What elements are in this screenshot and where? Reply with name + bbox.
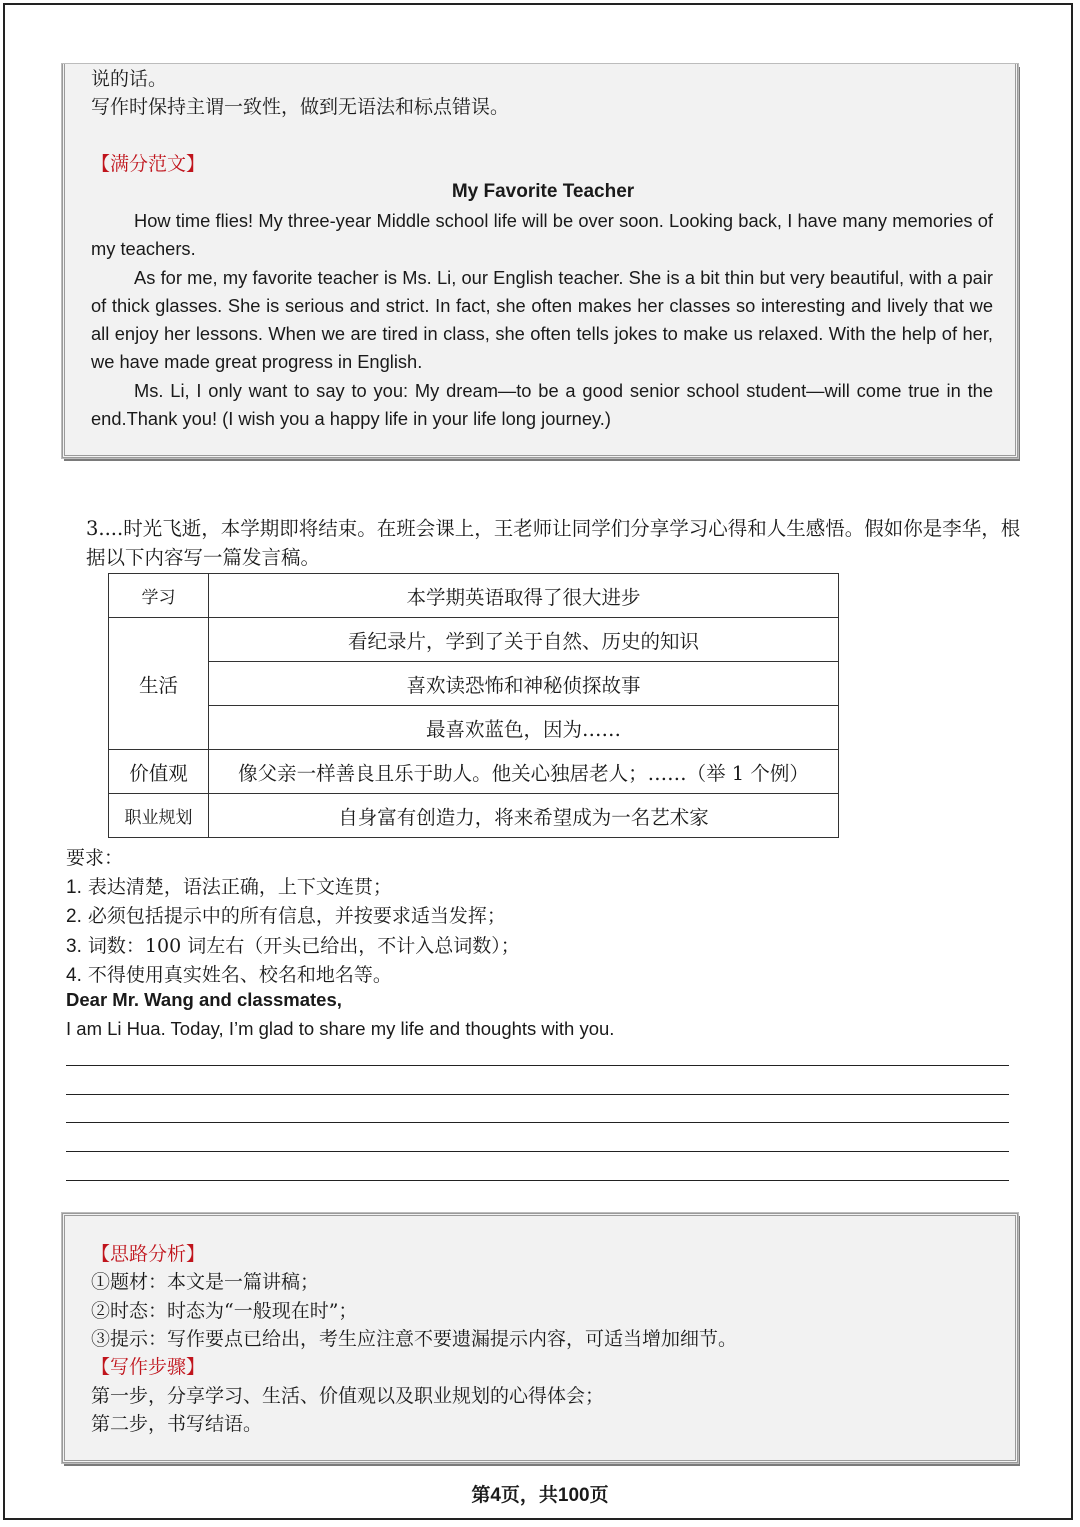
- table-row: [109, 618, 839, 662]
- requirement-item: [66, 873, 520, 903]
- answer-line[interactable]: [66, 1122, 1009, 1123]
- life-item-1: 看纪录片，学到了关于自然、历史的知识: [209, 618, 839, 662]
- essay-paragraph-3: Ms. Li, I only want to say to you: My dream—to be a good senior school student—will come true in the end.Thank you! (I wish you a happy life in your life long journey.): [91, 379, 993, 430]
- prompt-table: [108, 573, 839, 838]
- study-label: 学习: [109, 574, 209, 618]
- table-row: [109, 662, 839, 706]
- answer-line[interactable]: [66, 1094, 1009, 1095]
- requirement-number: 1.: [66, 876, 82, 898]
- requirement-text: 词数：100 词左右（开头已给出，不计入总词数）；: [87, 934, 520, 957]
- answer-line[interactable]: [66, 1151, 1009, 1152]
- analysis-item-2: ②时态：时态为“一般现在时”；: [91, 1300, 358, 1322]
- opening-sentence: I am Li Hua. Today, I’m glad to share my life and thoughts with you.: [66, 1017, 615, 1039]
- tips-line-1: 说的话。: [91, 68, 168, 90]
- requirement-number: 3.: [66, 935, 82, 957]
- essay-body: [91, 207, 993, 433]
- requirement-text: 表达清楚，语法正确，上下文连贯；: [87, 875, 392, 898]
- life-item-3: 最喜欢蓝色，因为……: [209, 706, 839, 750]
- career-label: 职业规划: [109, 794, 209, 838]
- essay-title: My Favorite Teacher: [451, 181, 635, 202]
- requirement-text: 不得使用真实姓名、校名和地名等。: [87, 964, 392, 986]
- model-essay-box: [62, 64, 1018, 458]
- step-2: 第二步，书写结语。: [91, 1413, 263, 1435]
- step-1: 第一步，分享学习、生活、价值观以及职业规划的心得体会；: [91, 1385, 605, 1407]
- steps-heading: 【写作步骤】: [91, 1356, 206, 1378]
- study-content: 本学期英语取得了很大进步: [209, 574, 839, 618]
- analysis-box: [62, 1213, 1018, 1463]
- table-row: [109, 794, 839, 838]
- requirement-text: 必须包括提示中的所有信息，并按要求适当发挥；: [87, 905, 506, 927]
- requirement-number: 4.: [66, 965, 82, 986]
- table-row: [109, 574, 839, 618]
- requirements: [66, 844, 520, 991]
- analysis-item-3: ③提示：写作要点已给出，考生应注意不要遗漏提示内容，可适当增加细节。: [91, 1328, 738, 1350]
- requirements-label: 要求：: [66, 847, 124, 869]
- requirement-item: [66, 902, 520, 932]
- analysis-item-1: ①题材：本文是一篇讲稿；: [91, 1271, 320, 1293]
- question-3-prompt: 3....时光飞逝，本学期即将结束。在班会课上，王老师让同学们分享学习心得和人生感悟。假如你是李华，根据以下内容写一篇发言稿。: [86, 517, 1021, 569]
- values-label: 价值观: [109, 750, 209, 794]
- model-essay-heading: 【满分范文】: [91, 153, 206, 175]
- analysis-heading: 【思路分析】: [91, 1243, 206, 1265]
- requirement-item: [66, 932, 520, 962]
- page-number: 第4页，共100页: [471, 1485, 609, 1506]
- answer-line[interactable]: [66, 1180, 1009, 1181]
- career-content: 自身富有创造力，将来希望成为一名艺术家: [209, 794, 839, 838]
- table-row: [109, 706, 839, 750]
- requirement-number: 2.: [66, 906, 82, 927]
- tips-line-2: 写作时保持主谓一致性，做到无语法和标点错误。: [91, 96, 510, 118]
- values-content: 像父亲一样善良且乐于助人。他关心独居老人；……（举 1 个例）: [209, 750, 839, 794]
- life-label: 生活: [109, 618, 209, 750]
- table-row: [109, 750, 839, 794]
- salutation: Dear Mr. Wang and classmates,: [66, 989, 342, 1010]
- essay-paragraph-2: As for me, my favorite teacher is Ms. Li, our English teacher. She is a bit thin but very beautiful, with a pair of thick glasses. She is serious and strict. In fact, she often makes her classes so interesting and lively that we all enjoy her lessons. When we are tired in class, she often tells jokes to make us relaxed. With the help of her, we have made great progress in English.: [91, 266, 993, 373]
- essay-paragraph-1: How time flies! My three-year Middle school life will be over soon. Looking back, I have many memories of my teachers.: [91, 210, 993, 260]
- answer-line[interactable]: [66, 1065, 1009, 1066]
- life-item-2: 喜欢读恐怖和神秘侦探故事: [209, 662, 839, 706]
- answer-start: [66, 986, 614, 1043]
